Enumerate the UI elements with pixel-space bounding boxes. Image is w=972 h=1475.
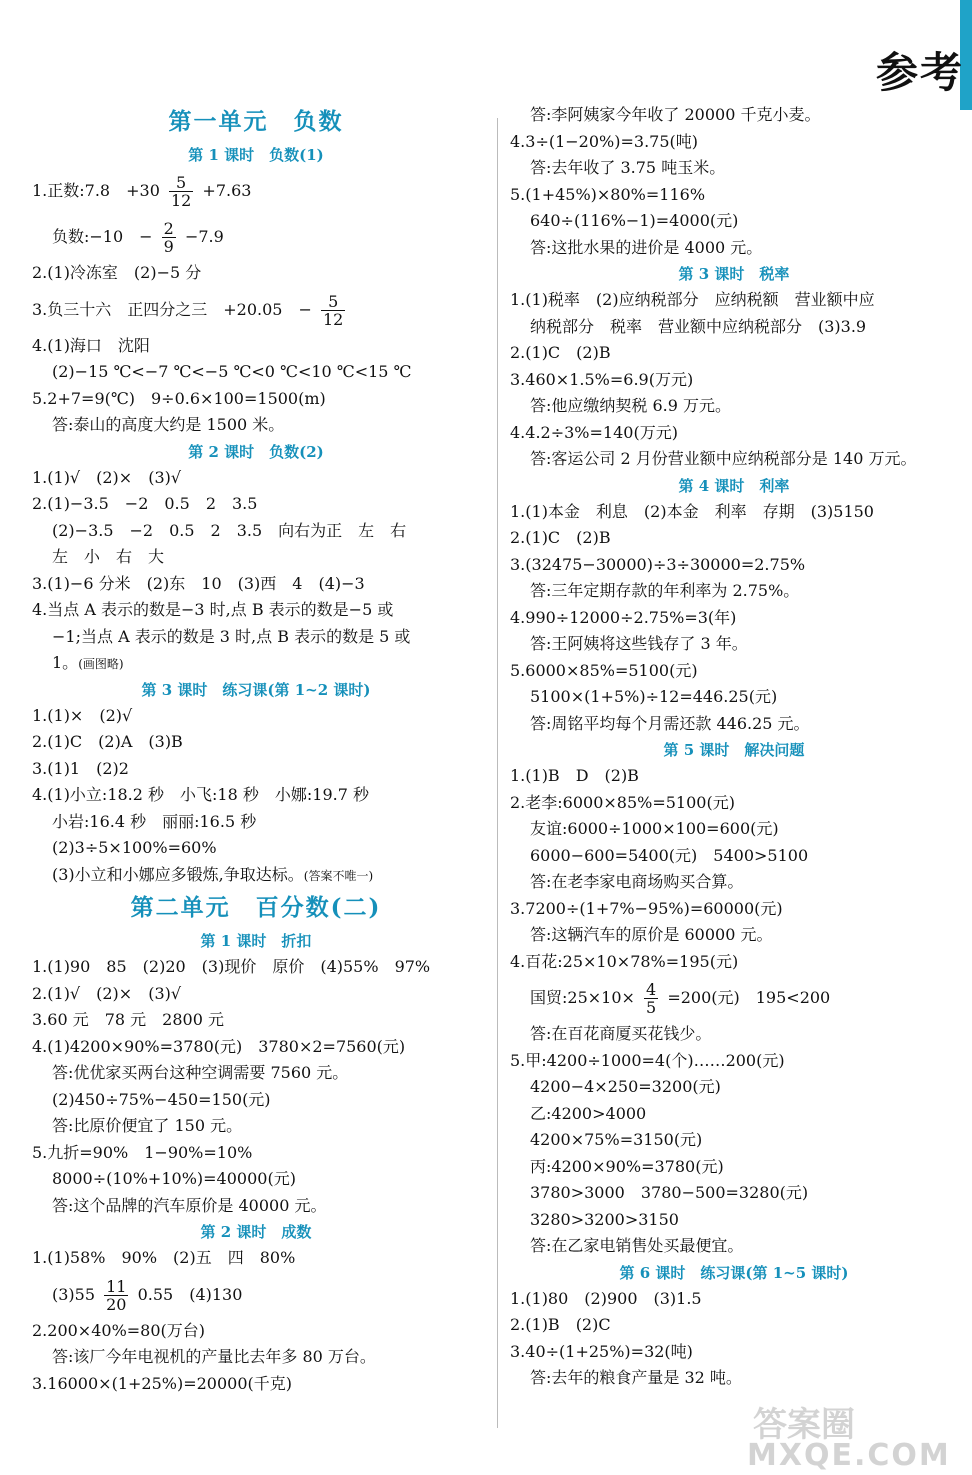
fraction-numerator: 11: [106, 1276, 127, 1296]
answer-line: 2.(1)−3.5 −2 0.5 2 3.5: [32, 494, 258, 513]
answer-line: (2)−15 ℃<−7 ℃<−5 ℃<0 ℃<10 ℃<15 ℃: [52, 362, 412, 381]
answer-line: 3.(1)−6 分米 (2)东 10 (3)西 4 (4)−3: [32, 573, 365, 593]
answer-line: 答:去年收了 3.75 吨玉米。: [530, 158, 726, 177]
answer-line: 1.(1)90 85 (2)20 (3)现价 原价 (4)55% 97%: [32, 957, 431, 976]
answer-line: 2.(1)C (2)A (3)B: [32, 732, 183, 751]
page-header-title: 参考: [875, 48, 964, 97]
right-column: [510, 102, 958, 1392]
lesson-title: 第 5 课时 解决问题: [663, 741, 805, 759]
answer-line: 答:优优家买两台这种空调需要 7560 元。: [52, 1063, 349, 1082]
answer-line: 5.2+7=9(℃) 9÷0.6×100=1500(m): [32, 388, 326, 408]
answer-text: 国贸:25×10×: [530, 988, 635, 1007]
watermark-cn: 答案圈: [753, 1405, 855, 1445]
answer-line: 答:这辆汽车的原价是 60000 元。: [530, 925, 773, 944]
answer-text: 负数:−10 −: [52, 227, 153, 246]
fraction: [104, 1278, 128, 1313]
answer-line: [32, 214, 480, 260]
answer-line: 答:该厂今年电视机的产量比去年多 80 万台。: [52, 1347, 376, 1366]
lesson-title: 第 2 课时 负数(2): [188, 442, 324, 461]
answer-line: 1.(1)× (2)√: [32, 705, 133, 725]
answer-text: 0.55 (4)130: [137, 1284, 243, 1304]
answer-line: 答:这批水果的进价是 4000 元。: [530, 237, 763, 257]
answer-line: 3.16000×(1+25%)=20000(千克): [32, 1373, 292, 1393]
answer-text: (3)小立和小娜应多锻炼,争取达标。: [52, 864, 304, 884]
answer-line: (2)3÷5×100%=60%: [52, 838, 217, 857]
answer-line: 答:李阿姨家今年收了 20000 千克小麦。: [530, 105, 821, 124]
fraction-denominator: 12: [322, 309, 344, 329]
answer-line: 4200×75%=3150(元): [530, 1130, 703, 1149]
fraction-denominator: 12: [170, 191, 192, 210]
answer-line: 640÷(116%−1)=4000(元): [530, 211, 739, 230]
answer-line: 答:客运公司 2 月份营业额中应纳税部分是 140 万元。: [530, 449, 917, 468]
answer-line: 答:在老李家电商场购买合算。: [530, 872, 744, 891]
answer-line: 友谊:6000÷1000×100=600(元): [530, 819, 779, 838]
fraction-numerator: 2: [163, 219, 174, 238]
answer-line: 1.(1)B D (2)B: [510, 766, 639, 785]
answer-note: (答案不唯一): [303, 868, 374, 883]
answer-line: 4.百花:25×10×78%=195(元): [510, 951, 739, 971]
lesson-title: 第 3 课时 练习课(第 1~2 课时): [141, 680, 371, 699]
answer-line: 答:在乙家电销售处买最便宜。: [530, 1236, 744, 1255]
fraction-numerator: 5: [321, 293, 345, 311]
answer-line: (2)−3.5 −2 0.5 2 3.5 向右为正 左 右: [52, 520, 407, 540]
answer-line: 5.甲:4200÷1000=4(个)……200(元): [510, 1050, 785, 1070]
answer-line: 3.460×1.5%=6.9(万元): [510, 369, 694, 389]
answer-line: 答:王阿姨将这些钱存了 3 年。: [530, 634, 748, 653]
lesson-title: 第 1 课时 负数(1): [188, 146, 324, 164]
answer-line: 左 小 右 大: [52, 547, 165, 566]
answer-line: [32, 862, 480, 889]
fraction: [321, 293, 345, 328]
unit-title: 第一单元 负数: [168, 108, 344, 135]
fraction-denominator: 20: [106, 1294, 127, 1314]
answer-line: 5.九折=90% 1−90%=10%: [32, 1142, 253, 1162]
answer-line: 4.(1)小立:18.2 秒 小飞:18 秒 小娜:19.7 秒: [32, 785, 369, 804]
answer-line: 6000−600=5400(元) 5400>5100: [530, 845, 809, 865]
answer-text: 3.负三十六 正四分之三 +20.05 −: [32, 299, 312, 319]
answer-line: 1.(1)58% 90% (2)五 四 80%: [32, 1248, 296, 1267]
answer-line: 答:比原价便宜了 150 元。: [52, 1116, 243, 1135]
answer-line: 2.(1)冷冻室 (2)−5 分: [32, 263, 202, 282]
answer-line: (2)450÷75%−450=150(元): [52, 1089, 271, 1109]
answer-line: [32, 168, 480, 214]
answer-line: 1.(1)√ (2)× (3)√: [32, 467, 182, 487]
answer-line: 1.(1)80 (2)900 (3)1.5: [510, 1288, 702, 1308]
fraction-denominator: 9: [163, 237, 174, 256]
answer-line: 5100×(1+5%)÷12=446.25(元): [530, 687, 778, 706]
answer-line: 2.(1)B (2)C: [510, 1315, 611, 1334]
lesson-title: 第 4 课时 利率: [678, 476, 790, 495]
answer-line: 3780>3000 3780−500=3280(元): [530, 1183, 809, 1202]
watermark-url: MXQE.COM: [747, 1438, 951, 1473]
answer-line: 2.老李:6000×85%=5100(元): [510, 792, 735, 812]
answer-line: 4.(1)海口 沈阳: [32, 335, 150, 355]
answer-line: 答:这个品牌的汽车原价是 40000 元。: [52, 1195, 327, 1215]
answer-text: +7.63: [202, 181, 252, 200]
answer-line: 3.(1)1 (2)2: [32, 758, 129, 778]
answer-line: 3.(32475−30000)÷3÷30000=2.75%: [510, 554, 806, 574]
fraction-denominator: 5: [646, 998, 657, 1017]
answer-line: 小岩:16.4 秒 丽丽:16.5 秒: [52, 811, 257, 831]
answer-line: 4200−4×250=3200(元): [530, 1077, 721, 1096]
answer-line: 4.990÷12000÷2.75%=3(年): [510, 607, 737, 627]
answer-line: 丙:4200×90%=3780(元): [530, 1156, 724, 1176]
answer-line: [32, 650, 480, 677]
answer-line: 纳税部分 税率 营业额中应纳税部分 (3)3.9: [530, 316, 867, 336]
answer-line: 1.(1)本金 利息 (2)本金 利率 存期 (3)5150: [510, 501, 874, 521]
answer-line: 3.40÷(1+25%)=32(吨): [510, 1341, 693, 1361]
watermark-logo: [747, 1397, 952, 1475]
answer-line: 答:泰山的高度大约是 1500 米。: [52, 415, 285, 434]
lesson-title: 第 1 课时 折扣: [200, 932, 312, 950]
answer-line: 答:他应缴纳契税 6.9 万元。: [530, 396, 732, 415]
unit-title: 第二单元 百分数(二): [130, 894, 382, 921]
answer-line: 2.(1)√ (2)× (3)√: [32, 983, 182, 1003]
lesson-title: 第 6 课时 练习课(第 1~5 课时): [619, 1263, 849, 1282]
fraction: [162, 220, 176, 255]
answer-line: 2.(1)C (2)B: [510, 343, 611, 362]
answer-line: 答:周铭平均每个月需还款 446.25 元。: [530, 713, 810, 733]
answer-text: 1.正数:7.8 +30: [32, 181, 160, 200]
answer-text: =200(元) 195<200: [667, 988, 831, 1007]
answer-line: 5.(1+45%)×80%=116%: [510, 184, 706, 204]
answer-line: 5.6000×85%=5100(元): [510, 660, 698, 680]
lesson-title: 第 3 课时 税率: [678, 265, 790, 283]
fraction: [169, 174, 193, 209]
answer-line: −1;当点 A 表示的数是 3 时,点 B 表示的数是 5 或: [52, 626, 411, 646]
answer-line: 答:三年定期存款的年利率为 2.75%。: [530, 581, 800, 600]
answer-line: 4.当点 A 表示的数是−3 时,点 B 表示的数是−5 或: [32, 600, 394, 619]
answer-line: 8000÷(10%+10%)=40000(元): [52, 1169, 296, 1188]
answer-line: 答:在百花商厦买花钱少。: [530, 1024, 712, 1043]
answer-text: 1。: [52, 653, 79, 672]
answer-line: 答:去年的粮食产量是 32 吨。: [530, 1368, 742, 1387]
answer-line: 1.(1)税率 (2)应纳税部分 应纳税额 营业额中应: [510, 290, 875, 309]
answer-line: 3.60 元 78 元 2800 元: [32, 1010, 224, 1029]
fraction-numerator: 4: [646, 980, 657, 999]
answer-text: (3)55: [52, 1284, 96, 1304]
answer-note: (画图略): [78, 657, 124, 671]
answer-line: 3.7200÷(1+7%−95%)=60000(元): [510, 898, 783, 918]
left-column: [32, 102, 480, 1397]
answer-line: 4.3÷(1−20%)=3.75(吨): [510, 131, 699, 151]
answer-line: 4.(1)4200×90%=3780(元) 3780×2=7560(元): [32, 1036, 406, 1056]
answer-text: −7.9: [184, 227, 224, 246]
answer-line: [32, 1272, 480, 1318]
answer-line: 3280>3200>3150: [530, 1209, 679, 1229]
answer-line: [32, 287, 480, 333]
answer-line: 乙:4200>4000: [530, 1103, 647, 1123]
fraction-numerator: 5: [169, 174, 193, 192]
lesson-title: 第 2 课时 成数: [200, 1223, 312, 1241]
column-divider: [497, 118, 498, 1428]
answer-line: [510, 975, 958, 1021]
fraction: [644, 981, 658, 1016]
answer-line: 2.200×40%=80(万台): [32, 1320, 206, 1340]
answer-line: 4.4.2÷3%=140(万元): [510, 422, 678, 442]
answer-line: 2.(1)C (2)B: [510, 528, 611, 547]
